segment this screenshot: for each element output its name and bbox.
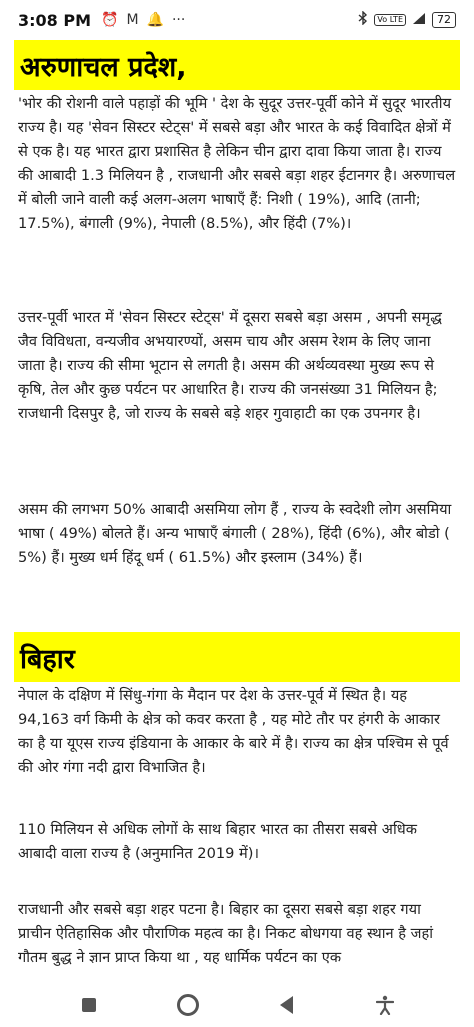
accessibility-icon xyxy=(376,995,394,1015)
paragraph: उत्तर-पूर्वी भारत में 'सेवन सिस्टर स्टेट्स' में दूसरा सबसे बड़ा असम , अपनी समृद्ध जैव विविधता, वन्यजीव अभयारण्यों, असम चाय और असम रेशम के लिए जाना जाता है। राज्य की सीमा भूटान से लगती है। असम की अर्थव्यवस्था मुख्य रूप से कृषि, तेल और कुछ पर्यटन पर आधारित है। राज्य की जनसंख्या 31 मिलियन है; राजधानी दिसपुर है, जो राज्य के सबसे बड़े शहर गुवाहाटी का एक उपनगर है। xyxy=(18,309,442,422)
bluetooth-icon xyxy=(358,11,368,29)
back-button[interactable] xyxy=(266,985,306,1025)
triangle-icon xyxy=(280,996,293,1014)
notification-icons xyxy=(101,12,185,28)
status-time: 3:08 PM xyxy=(18,10,92,30)
recents-button[interactable] xyxy=(69,985,109,1025)
status-right xyxy=(358,11,456,29)
gmail-icon: M xyxy=(126,12,139,28)
navigation-bar xyxy=(0,982,474,1027)
battery-icon: 72 xyxy=(432,12,456,28)
heading-text: बिहार xyxy=(20,643,75,675)
bell-icon: 🔔 xyxy=(146,12,164,28)
status-bar xyxy=(0,0,474,40)
section-heading-bihar xyxy=(14,632,460,682)
more-notifications-icon: ··· xyxy=(171,12,186,28)
square-icon xyxy=(82,998,96,1012)
volte-icon: Vo LTE xyxy=(374,14,406,26)
paragraph: असम की लगभग 50% आबादी असमिया लोग हैं , राज्य के स्वदेशी लोग असमिया भाषा ( 49%) बोलते हैं। अन्य भाषाएँ बंगाली ( 28%), हिंदी (6%), और बोडो ( 5%) हैं। मुख्य धर्म हिंदू धर्म ( 61.5%) और इस्लाम (34%) हैं। xyxy=(18,501,452,566)
paragraph: नेपाल के दक्षिण में सिंधु-गंगा के मैदान पर देश के उत्तर-पूर्व में स्थित है। यह 94,163 वर्ग किमी के क्षेत्र को कवर करता है , यह मोटे तौर पर हंगरी के आकार का है या यूएस राज्य इंडियाना के आकार के बारे में है। राज्य का क्षेत्र पश्चिम से पूर्व की ओर गंगा नदी द्वारा विभाजित है। xyxy=(18,687,449,776)
circle-icon xyxy=(177,994,199,1016)
article-content xyxy=(0,40,474,982)
paragraph: 'भोर की रोशनी वाले पहाड़ों की भूमि ' देश के सुदूर उत्तर-पूर्वी कोने में सुदूर भारतीय राज्य है। यह 'सेवन सिस्टर स्टेट्स' में सबसे बड़ा और भारत के कई विवादित क्षेत्रों में से एक है। यह भारत द्वारा प्रशासित है लेकिन चीन द्वारा दावा किया जाता है। राज्य की आबादी 1.3 मिलियन है , राजधानी और सबसे बड़ा शहर ईटानगर है। अरुणाचल में बोली जाने वाली कई अलग-अलग भाषाएँ हैं: निशी ( 19%), आदि (तानी; 17.5%), बंगाली (9%), नेपाली (8.5%), और हिंदी (7%)। xyxy=(18,95,456,232)
paragraph: 110 मिलियन से अधिक लोगों के साथ बिहार भारत का तीसरा सबसे अधिक आबादी वाला राज्य है (अनुमानित 2019 में)। xyxy=(18,821,417,862)
home-button[interactable] xyxy=(168,985,208,1025)
alarm-icon: ⏰ xyxy=(101,12,119,28)
paragraph: राजधानी और सबसे बड़ा शहर पटना है। बिहार का दूसरा सबसे बड़ा शहर गया प्राचीन ऐतिहासिक और पौराणिक महत्व का है। निकट बोधगया वह स्थान है जहां गौतम बुद्ध ने ज्ञान प्राप्त किया था , यह धार्मिक पर्यटन का एक xyxy=(18,901,433,966)
accessibility-button[interactable] xyxy=(365,985,405,1025)
signal-icon xyxy=(412,12,426,29)
heading-text: अरुणाचल प्रदेश, xyxy=(20,51,187,83)
section-heading-arunachal xyxy=(14,40,460,90)
